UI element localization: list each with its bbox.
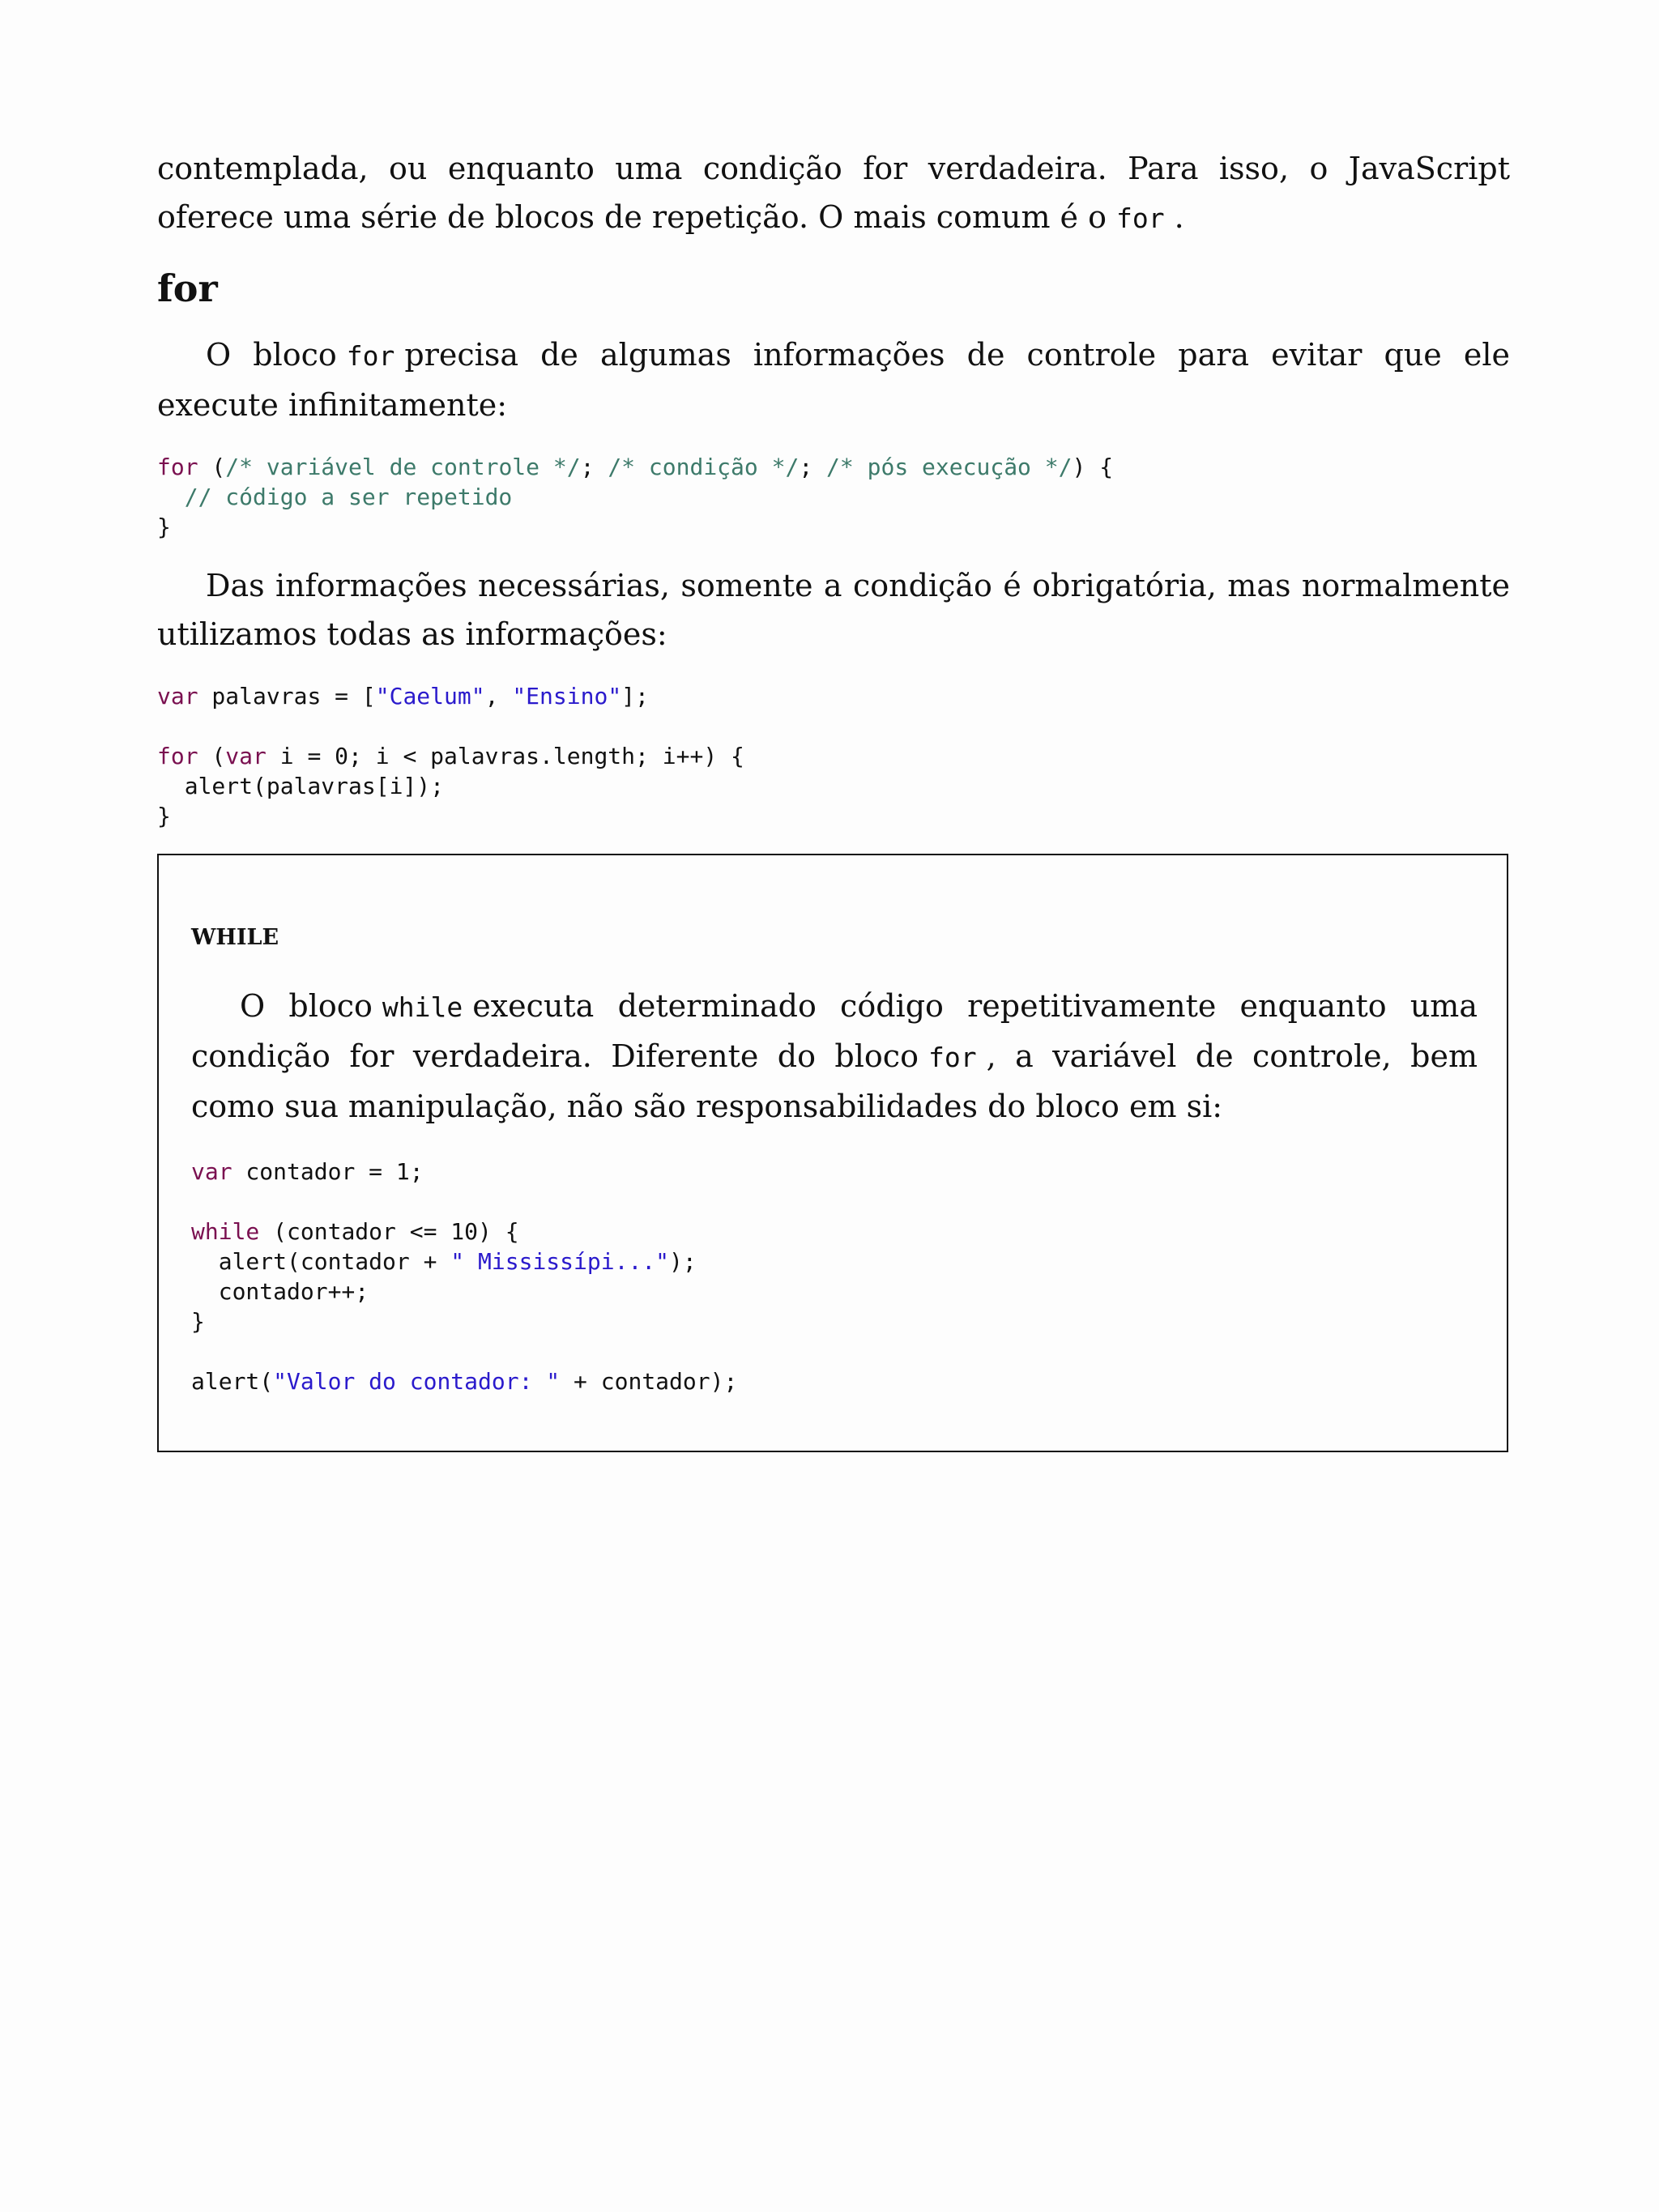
code-comment: /* condição */ — [608, 454, 800, 480]
code-text: ; — [580, 454, 608, 480]
code-text: } — [157, 514, 171, 540]
while-paragraph — [191, 982, 1478, 1131]
code-text: palavras = [ — [198, 683, 376, 710]
code-text: i = 0; i < palavras.length; i++) { — [266, 743, 744, 769]
for-paragraph-text: O bloco — [206, 337, 337, 373]
inline-code-while: while — [382, 991, 463, 1023]
code-comment: /* pós execução */ — [826, 454, 1073, 480]
code-keyword: while — [191, 1218, 260, 1245]
code-keyword: var — [191, 1158, 232, 1185]
while-paragraph-text: O bloco — [240, 988, 373, 1024]
code-text: alert(palavras[i]); — [157, 773, 445, 799]
code-text: } — [157, 803, 171, 829]
code-comment: // código a ser repetido — [157, 484, 513, 510]
code-text: ); — [669, 1248, 697, 1275]
code-text: , — [484, 683, 513, 710]
code-keyword: var — [225, 743, 267, 769]
intro-text: contemplada, ou enquanto uma condição for verdadeira. Para isso, o JavaScript oferece uma série de blocos de repetição. O mais comum é o — [157, 151, 1510, 235]
code-block-while — [191, 1157, 1478, 1396]
code-text: alert( — [191, 1368, 274, 1395]
while-paragraph-text-end: , a variável de controle, bem como sua manipulação, não são responsabilidades do bloco em si: — [191, 1038, 1478, 1124]
code-text: contador++; — [191, 1278, 369, 1305]
section-heading-for: for — [157, 266, 218, 310]
code-text: ]; — [621, 683, 649, 710]
code-text: + contador); — [560, 1368, 738, 1395]
code-keyword: var — [157, 683, 198, 710]
code-text: } — [191, 1308, 205, 1335]
code-keyword: for — [157, 454, 198, 480]
code-text: ( — [198, 743, 226, 769]
info-paragraph: Das informações necessárias, somente a condição é obrigatória, mas normalmente utilizamos todas as informações: — [157, 568, 1510, 652]
code-text: contador = 1; — [232, 1158, 424, 1185]
code-block-for-example — [157, 681, 1510, 831]
intro-text-end: . — [1174, 199, 1184, 235]
inline-code-for-2: for — [346, 340, 395, 372]
code-text: ; — [799, 454, 827, 480]
code-block-for-syntax — [157, 452, 1510, 542]
code-string: "Valor do contador: " — [273, 1368, 561, 1395]
code-string: "Caelum" — [375, 683, 485, 710]
inline-code-for-3: for — [928, 1042, 977, 1073]
while-box-content — [191, 922, 1478, 1396]
code-text: (contador <= 10) { — [259, 1218, 519, 1245]
for-paragraph-text-end: precisa de algumas informações de controle para evitar que ele execute infinitamente: — [157, 337, 1511, 423]
code-text: ( — [198, 454, 226, 480]
intro-paragraph — [157, 144, 1510, 243]
for-paragraph — [157, 330, 1510, 429]
code-string: "Ensino" — [512, 683, 622, 710]
while-paragraph-text-mid: executa determinado código repetitivamente enquanto uma condição for verdadeira. Diferente do bloco — [191, 988, 1478, 1074]
while-sidebar-box — [157, 854, 1508, 1452]
code-text: ) { — [1072, 454, 1114, 480]
code-keyword: for — [157, 743, 198, 769]
inline-code-for: for — [1116, 202, 1165, 234]
code-comment: /* variável de controle */ — [225, 454, 581, 480]
while-heading: WHILE — [191, 925, 279, 950]
code-string: " Mississípi..." — [450, 1248, 670, 1275]
page-content — [157, 144, 1510, 831]
code-text: alert(contador + — [191, 1248, 451, 1275]
